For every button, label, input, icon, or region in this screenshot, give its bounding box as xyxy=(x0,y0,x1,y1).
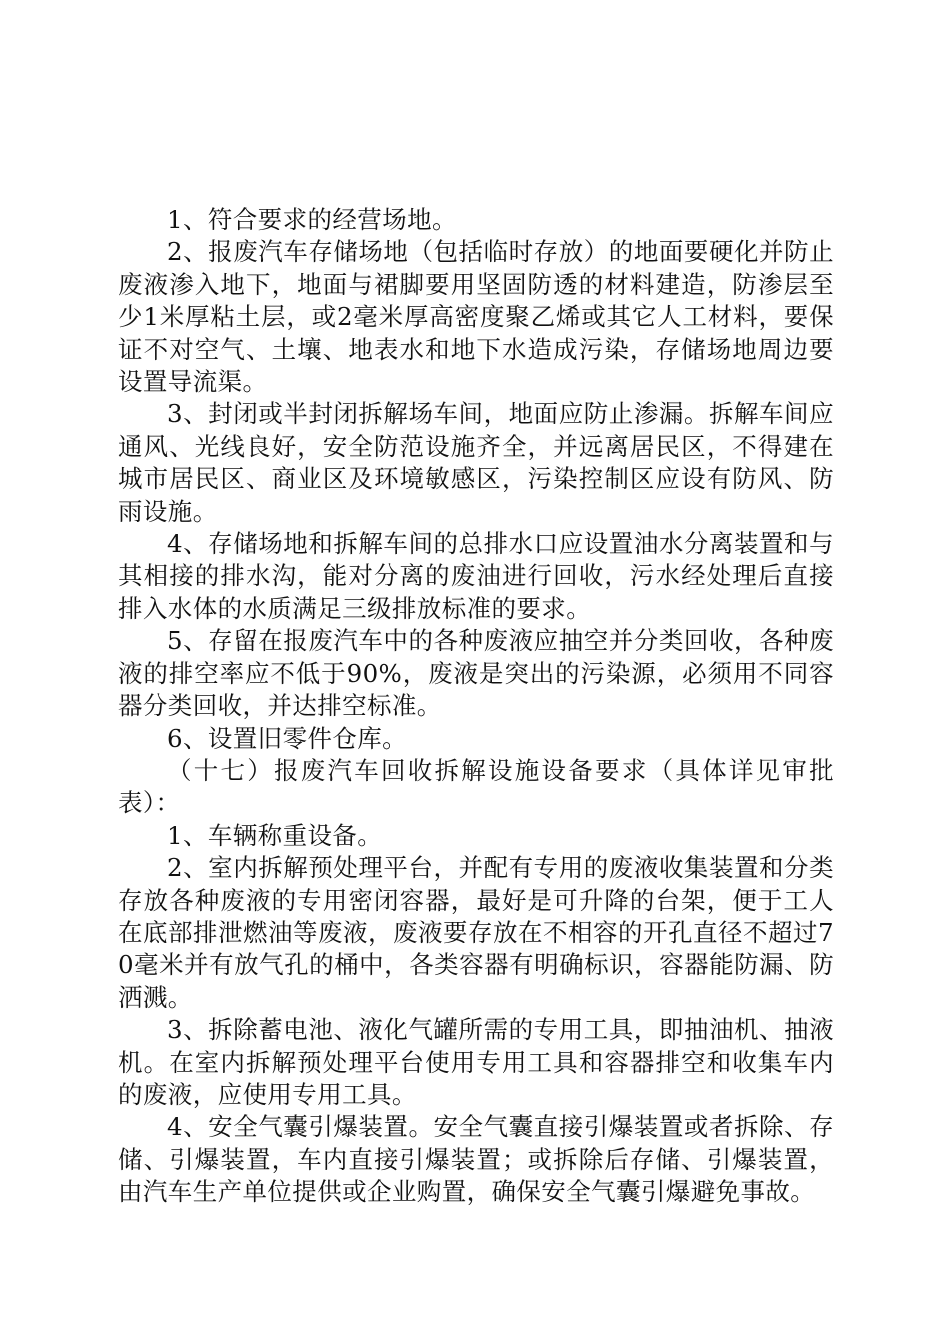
paragraph-pretreatment-platform: 2、室内拆解预处理平台，并配有专用的废液收集装置和分类存放各种废液的专用密闭容器，最好是可升降的台架，便于工人在底部排泄燃油等废液，废液要存放在不相容的开孔直径不超过70毫米并有放气孔的桶中，各类容器有明确标识，容器能防漏、防洒溅。 xyxy=(118,853,834,1012)
paragraph-parts-warehouse: 6、设置旧零件仓库。 xyxy=(167,723,408,753)
paragraph-special-tools: 3、拆除蓄电池、液化气罐所需的专用工具，即抽油机、抽液机。在室内拆解预处理平台使用专用工具和容器排空和收集车内的废液，应使用专用工具。 xyxy=(118,1015,834,1109)
paragraph-weighing-equipment: 1、车辆称重设备。 xyxy=(167,820,383,850)
paragraph-dismantling-workshop: 3、封闭或半封闭拆解场车间，地面应防止渗漏。拆解车间应通风、光线良好，安全防范设施齐全，并远离居民区，不得建在城市居民区、商业区及环境敏感区，污染控制区应设有防风、防雨设施。 xyxy=(118,399,834,526)
paragraph-airbag-device: 4、安全气囊引爆装置。安全气囊直接引爆装置或者拆除、存储、引爆装置，车内直接引爆装置；或拆除后存储、引爆装置，由汽车生产单位提供或企业购置，确保安全气囊引爆避免事故。 xyxy=(118,1112,834,1207)
paragraph-waste-liquid: 5、存留在报废汽车中的各种废液应抽空并分类回收，各种废液的排空率应不低于90%，废液是突出的污染源，必须用不同容器分类回收，并达排空标准。 xyxy=(118,626,834,721)
section-heading-equipment: （十七）报废汽车回收拆解设施设备要求（具体详见审批表）： xyxy=(118,755,834,818)
paragraph-drainage: 4、存储场地和拆解车间的总排水口应设置油水分离装置和与其相接的排水沟，能对分离的废油进行回收，污水经处理后直接排入水体的水质满足三级排放标准的要求。 xyxy=(118,529,834,623)
paragraph-storage-ground: 2、报废汽车存储场地（包括临时存放）的地面要硬化并防止废液渗入地下，地面与裙脚要用坚固防透的材料建造，防渗层至少1米厚粘土层，或2毫米厚高密度聚乙烯或其它人工材料，要保证不对空气、土壤、地表水和地下水造成污染，存储场地周边要设置导流渠。 xyxy=(118,237,834,397)
document-body xyxy=(118,204,834,1209)
paragraph-site-requirement: 1、符合要求的经营场地。 xyxy=(167,205,457,234)
